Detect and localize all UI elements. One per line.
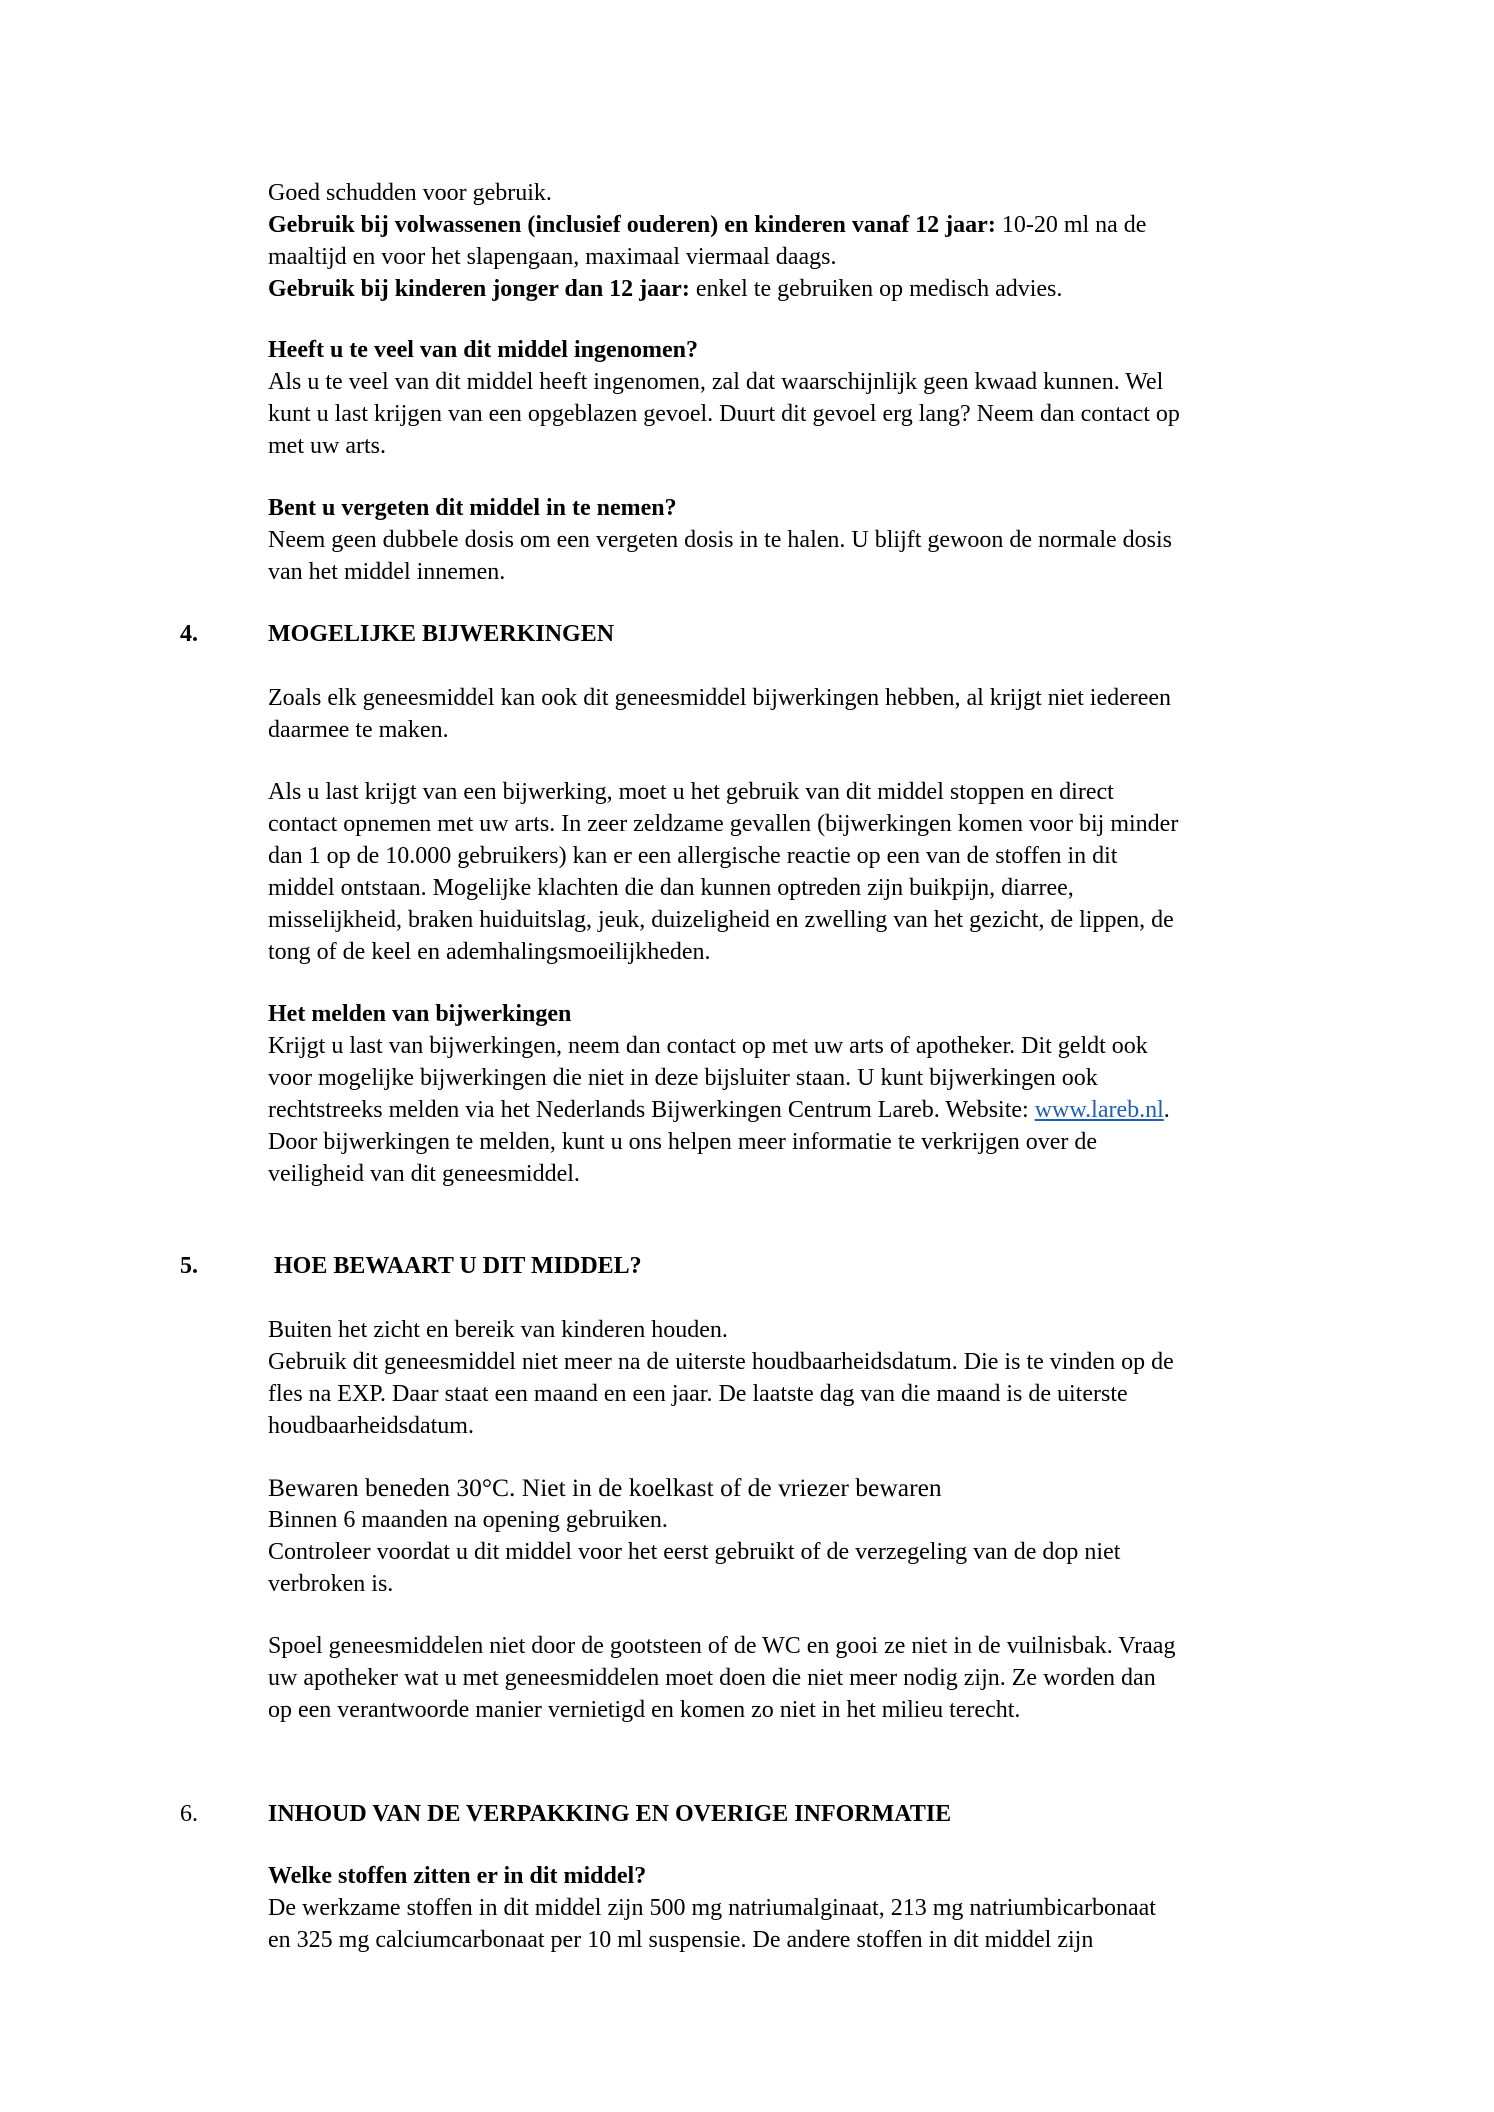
detail-line: contact opnemen met uw arts. In zeer zeldzame gevallen (bijwerkingen komen voor bij minder: [268, 811, 1179, 837]
detail-line: misselijkheid, braken huiduitslag, jeuk, duizeligheid en zwelling van het gezicht, de lippen, de: [268, 907, 1174, 933]
detail-line: tong of de keel en ademhalingsmoeilijkheden.: [268, 939, 711, 965]
adults-text: 10-20 ml na de: [995, 212, 1147, 238]
disposal-line: uw apotheker wat u met geneesmiddelen moet doen die niet meer nodig zijn. Ze worden dan: [268, 1665, 1156, 1691]
storage-line: fles na EXP. Daar staat een maand en een jaar. De laatste dag van die maand is de uiterste: [268, 1381, 1128, 1407]
report-line-end: .: [1163, 1097, 1170, 1123]
forgot-line: van het middel innemen.: [268, 559, 506, 585]
ingredients-line: en 325 mg calciumcarbonaat per 10 ml suspensie. De andere stoffen in dit middel zijn: [268, 1927, 1094, 1953]
section-4-number: 4.: [180, 621, 198, 647]
section-5-para1: [268, 1314, 1348, 1442]
section-6-content: [268, 1860, 1348, 1956]
ingredients-heading: Welke stoffen zitten er in dit middel?: [268, 1863, 647, 1889]
section-5-para2: [268, 1472, 1348, 1600]
storage-line: verbroken is.: [268, 1571, 394, 1597]
detail-line: middel ontstaan. Mogelijke klachten die dan kunnen optreden zijn buikpijn, diarree,: [268, 875, 1074, 901]
overdose-heading: Heeft u te veel van dit middel ingenomen?: [268, 337, 698, 363]
children-text: enkel te gebruiken op medisch advies.: [689, 276, 1063, 302]
report-block: [268, 998, 1348, 1190]
intro-line: Zoals elk geneesmiddel kan ook dit geneesmiddel bijwerkingen hebben, al krijgt niet iedereen: [268, 685, 1172, 711]
usage-block: [268, 177, 1348, 305]
storage-line: Controleer voordat u dit middel voor het eerst gebruikt of de verzegeling van de dop niet: [268, 1539, 1121, 1565]
storage-line: houdbaarheidsdatum.: [268, 1413, 474, 1439]
overdose-line: met uw arts.: [268, 433, 386, 459]
section-5-para3: [268, 1630, 1348, 1726]
shake-instruction: Goed schudden voor gebruik.: [268, 180, 552, 206]
adults-dosage: [268, 209, 1348, 241]
forgot-heading: Bent u vergeten dit middel in te nemen?: [268, 495, 677, 521]
storage-line: Gebruik dit geneesmiddel niet meer na de uiterste houdbaarheidsdatum. Die is te vinden op de: [268, 1349, 1174, 1375]
lareb-link[interactable]: www.lareb.nl: [1034, 1097, 1164, 1123]
section-5-number: 5.: [180, 1253, 198, 1279]
overdose-block: [268, 334, 1348, 462]
section-6-title: INHOUD VAN DE VERPAKKING EN OVERIGE INFORMATIE: [268, 1801, 952, 1827]
intro-line: daarmee te maken.: [268, 717, 449, 743]
report-line: voor mogelijke bijwerkingen die niet in deze bijsluiter staan. U kunt bijwerkingen ook: [268, 1065, 1098, 1091]
detail-line: Als u last krijgt van een bijwerking, moet u het gebruik van dit middel stoppen en direct: [268, 779, 1114, 805]
report-line: veiligheid van dit geneesmiddel.: [268, 1161, 580, 1187]
ingredients-line: De werkzame stoffen in dit middel zijn 500 mg natriumalginaat, 213 mg natriumbicarbonaat: [268, 1895, 1156, 1921]
storage-temperature: Bewaren beneden 30°C. Niet in de koelkast of de vriezer bewaren: [268, 1473, 942, 1502]
section-6-number: 6.: [180, 1801, 198, 1827]
children-label: Gebruik bij kinderen jonger dan 12 jaar:: [268, 276, 690, 302]
report-line: Door bijwerkingen te melden, kunt u ons helpen meer informatie te verkrijgen over de: [268, 1129, 1098, 1155]
disposal-line: Spoel geneesmiddelen niet door de gootsteen of de WC en gooi ze niet in de vuilnisbak. Vraag: [268, 1633, 1176, 1659]
storage-line: Buiten het zicht en bereik van kinderen houden.: [268, 1317, 728, 1343]
section-4-detail: [268, 776, 1348, 968]
forgot-line: Neem geen dubbele dosis om een vergeten dosis in te halen. U blijft gewoon de normale dosis: [268, 527, 1173, 553]
report-line-text: rechtstreeks melden via het Nederlands Bijwerkingen Centrum Lareb. Website:: [268, 1097, 1035, 1123]
report-line: Krijgt u last van bijwerkingen, neem dan contact op met uw arts of apotheker. Dit geldt ook: [268, 1033, 1148, 1059]
children-dosage: [268, 273, 1348, 305]
detail-line: dan 1 op de 10.000 gebruikers) kan er een allergische reactie op een van de stoffen in dit: [268, 843, 1118, 869]
section-4-intro: [268, 682, 1348, 746]
report-line: [268, 1094, 1348, 1126]
disposal-line: op een verantwoorde manier vernietigd en komen zo niet in het milieu terecht.: [268, 1697, 1021, 1723]
section-4-title: MOGELIJKE BIJWERKINGEN: [268, 621, 615, 647]
section-5-title: HOE BEWAART U DIT MIDDEL?: [274, 1253, 642, 1279]
adults-dosage-cont: maaltijd en voor het slapengaan, maximaal viermaal daags.: [268, 244, 837, 270]
overdose-line: kunt u last krijgen van een opgeblazen gevoel. Duurt dit gevoel erg lang? Neem dan contact op: [268, 401, 1180, 427]
storage-line: Binnen 6 maanden na opening gebruiken.: [268, 1507, 668, 1533]
report-heading: Het melden van bijwerkingen: [268, 1001, 572, 1027]
adults-label: Gebruik bij volwassenen (inclusief ouderen) en kinderen vanaf 12 jaar:: [268, 212, 996, 238]
overdose-line: Als u te veel van dit middel heeft ingenomen, zal dat waarschijnlijk geen kwaad kunnen. Wel: [268, 369, 1164, 395]
forgot-block: [268, 492, 1348, 588]
